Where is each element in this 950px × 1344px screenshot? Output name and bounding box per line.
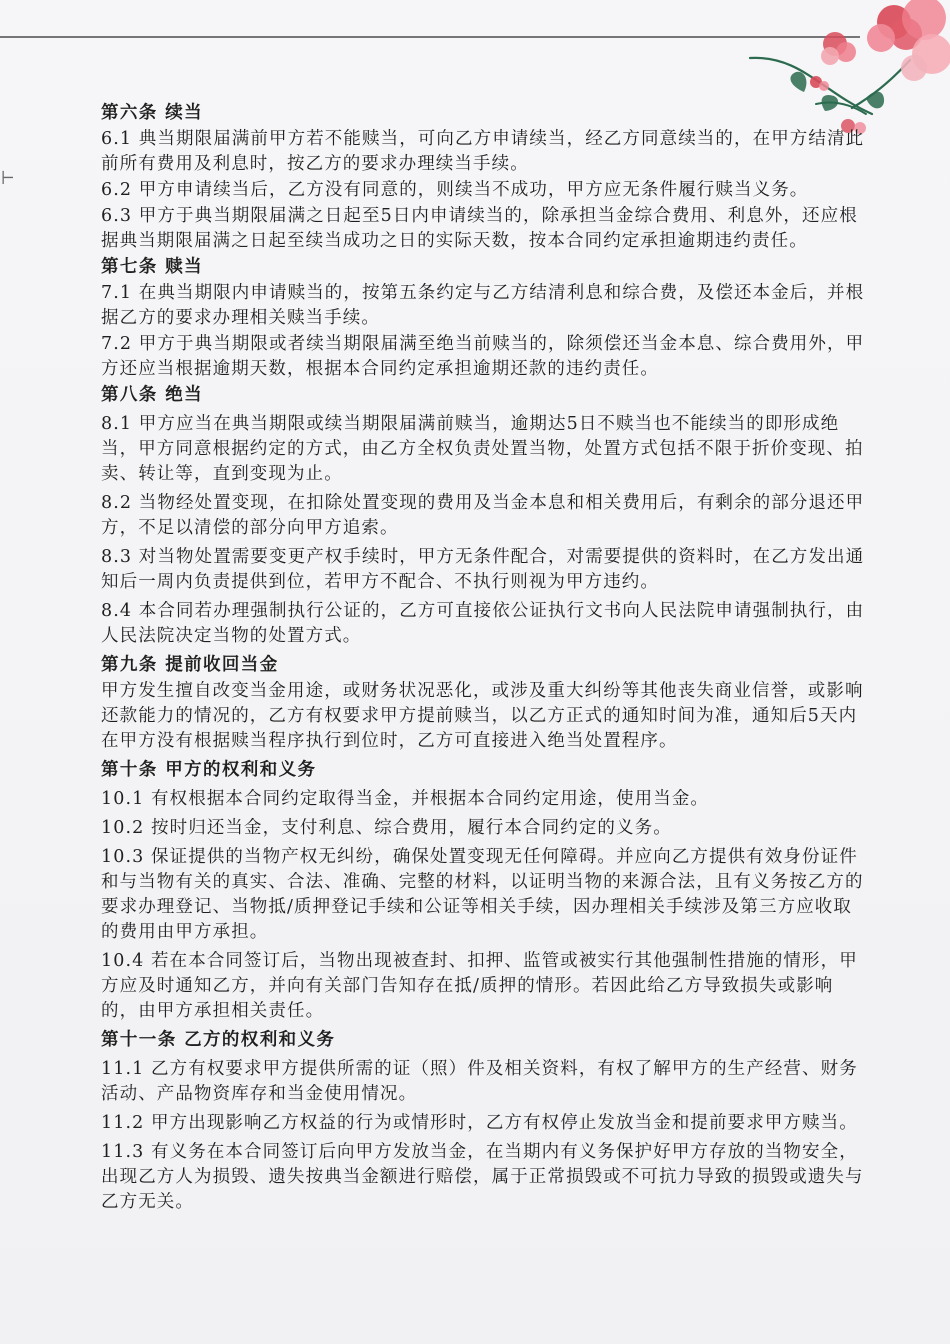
section-title: 第十条 甲方的权利和义务 <box>101 760 317 780</box>
section-title: 第九条 提前收回当金 <box>101 655 279 675</box>
paragraph: 10.1 有权根据本合同约定取得当金，并根据本合同约定用途，使用当金。 <box>101 789 710 809</box>
section-7 <box>101 255 866 382</box>
paragraph: 11.3 有义务在本合同签订后向甲方发放当金，在当期内有义务保护好甲方存放的当物安全，出现乙方人为损毁、遗失按典当金额进行赔偿，属于正常损毁或不可抗力导致的损毁或遗失与乙方无关。 <box>101 1142 864 1212</box>
section-11 <box>101 1028 866 1215</box>
paragraph: 8.4 本合同若办理强制执行公证的，乙方可直接依公证执行文书向人民法院申请强制执行，由人民法院决定当物的处置方式。 <box>101 601 865 646</box>
section-10 <box>101 758 866 1024</box>
paragraph: 7.2 甲方于典当期限或者续当期限届满至绝当前赎当的，除须偿还当金本息、综合费用外，甲方还应当根据逾期天数，根据本合同约定承担逾期还款的违约责任。 <box>101 334 865 379</box>
section-6 <box>101 101 866 254</box>
paragraph: 8.1 甲方应当在典当期限或续当期限届满前赎当，逾期达5日不赎当也不能续当的即形成绝当，甲方同意根据约定的方式，由乙方全权负责处置当物，处置方式包括不限于折价变现、拍卖、转让等，直到变现为止。 <box>101 414 864 484</box>
section-8 <box>101 383 866 649</box>
paragraph: 8.3 对当物处置需要变更产权手续时，甲方无条件配合，对需要提供的资料时，在乙方发出通知后一周内负责提供到位，若甲方不配合、不执行则视为甲方违约。 <box>101 547 865 592</box>
section-title: 第六条 续当 <box>101 103 203 123</box>
paragraph: 8.2 当物经处置变现，在扣除处置变现的费用及当金本息和相关费用后，有剩余的部分退还甲方，不足以清偿的部分向甲方追索。 <box>101 493 865 538</box>
paragraph: 甲方发生擅自改变当金用途，或财务状况恶化，或涉及重大纠纷等其他丧失商业信誉，或影响还款能力的情况的，乙方有权要求甲方提前赎当，以乙方正式的通知时间为准，通知后5天内在甲方没有根据赎当程序执行到位时，乙方可直接进入绝当处置程序。 <box>101 681 864 751</box>
contract-text <box>101 101 866 1215</box>
paragraph: 10.2 按时归还当金，支付利息、综合费用，履行本合同约定的义务。 <box>101 818 672 838</box>
paragraph: 10.3 保证提供的当物产权无纠纷，确保处置变现无任何障碍。并应向乙方提供有效身份证件和与当物有关的真实、合法、准确、完整的材料，以证明当物的来源合法，且有义务按乙方的要求办理登记、当物抵/质押登记手续和公证等相关手续，因办理相关手续涉及第三方应收取的费用由甲方承担。 <box>101 847 864 942</box>
paragraph: 10.4 若在本合同签订后，当物出现被查封、扣押、监管或被实行其他强制性措施的情形，甲方应及时通知乙方，并向有关部门告知存在抵/质押的情形。若因此给乙方导致损失或影响的，由甲方承担相关责任。 <box>101 951 858 1021</box>
section-title: 第七条 赎当 <box>101 257 203 277</box>
section-9 <box>101 653 866 754</box>
paragraph: 6.2 甲方申请续当后，乙方没有同意的，则续当不成功，甲方应无条件履行赎当义务。 <box>101 180 809 200</box>
paragraph: 11.2 甲方出现影响乙方权益的行为或情形时，乙方有权停止发放当金和提前要求甲方赎当。 <box>101 1113 858 1133</box>
section-title: 第十一条 乙方的权利和义务 <box>101 1030 336 1050</box>
paragraph: 7.1 在典当期限内申请赎当的，按第五条约定与乙方结清利息和综合费，及偿还本金后，并根据乙方的要求办理相关赎当手续。 <box>101 283 865 328</box>
section-title: 第八条 绝当 <box>101 385 203 405</box>
left-edge-mark-icon: ⊢ <box>0 168 15 189</box>
paragraph: 6.3 甲方于典当期限届满之日起至5日内申请续当的，除承担当金综合费用、利息外，还应根据典当期限届满之日起至续当成功之日的实际天数，按本合同约定承担逾期违约责任。 <box>101 206 858 251</box>
paragraph: 6.1 典当期限届满前甲方若不能赎当，可向乙方申请续当，经乙方同意续当的，在甲方结清此前所有费用及利息时，按乙方的要求办理续当手续。 <box>101 129 865 174</box>
paragraph: 11.1 乙方有权要求甲方提供所需的证（照）件及相关资料，有权了解甲方的生产经营、财务活动、产品物资库存和当金使用情况。 <box>101 1059 858 1104</box>
